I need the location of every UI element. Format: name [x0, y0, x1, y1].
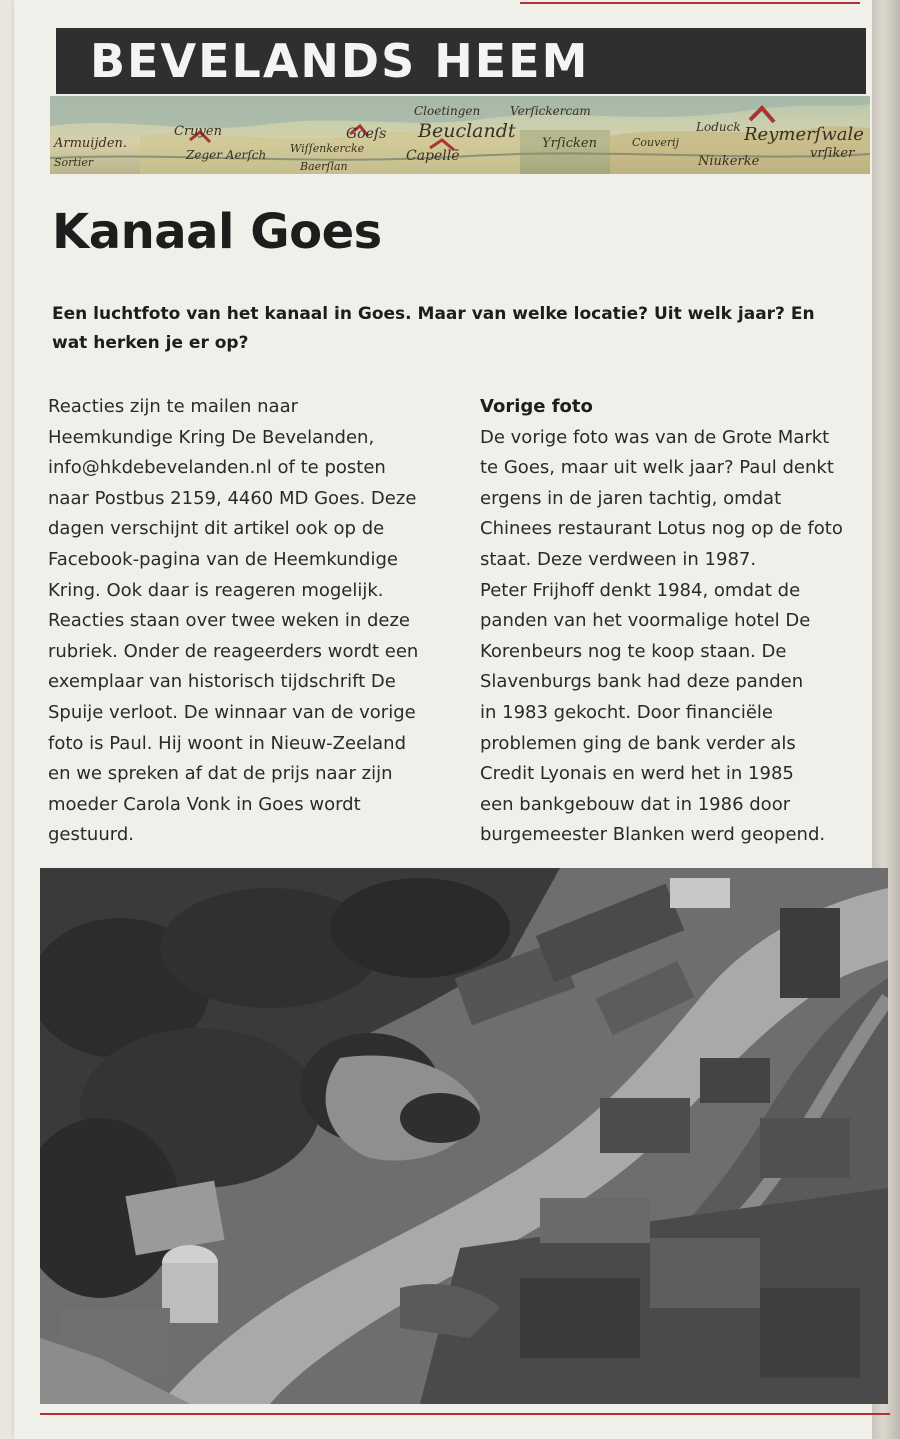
- map-label: Goeſs: [346, 126, 387, 142]
- map-label: Armuijden.: [54, 136, 128, 151]
- body-line: foto is Paul. Hij woont in Nieuw-Zeeland: [48, 732, 407, 754]
- body-line: Reacties staan over twee weken in deze: [48, 610, 411, 632]
- map-label: Sortier: [54, 156, 94, 169]
- body-line: in 1983 gekocht. Door financiële: [480, 701, 774, 723]
- map-label: Loduck: [696, 120, 741, 134]
- map-label: Reymerſwale: [744, 124, 864, 145]
- body-line: en we spreken af dat de prijs naar zijn: [48, 763, 393, 785]
- top-red-rule: [520, 2, 860, 4]
- lede-line: wat herken je er op?: [52, 333, 249, 353]
- body-line: Peter Frijhoff denkt 1984, omdat de: [480, 579, 801, 601]
- map-label: Niukerke: [698, 154, 760, 169]
- map-label: Yrſicken: [542, 136, 597, 151]
- map-label: Couverij: [632, 136, 680, 149]
- body-line: staat. Deze verdween in 1987.: [480, 548, 757, 570]
- aerial-photo-illustration: [40, 868, 888, 1404]
- body-line: De vorige foto was van de Grote Markt: [480, 426, 830, 448]
- section-subhead: Vorige foto: [480, 396, 593, 417]
- email-address-line: info@hkdebevelanden.nl of te posten: [48, 457, 386, 479]
- body-line: een bankgebouw dat in 1986 door: [480, 793, 791, 815]
- masthead-title: BEVELANDS HEEM: [90, 34, 590, 88]
- body-line: te Goes, maar uit welk jaar? Paul denkt: [480, 457, 834, 479]
- article-headline: Kanaal Goes: [52, 204, 382, 260]
- map-label: Baerſlan: [300, 160, 348, 173]
- body-line: dagen verschijnt dit artikel ook op de: [48, 518, 385, 540]
- body-line: Heemkundige Kring De Bevelanden,: [48, 426, 375, 448]
- body-line: Reacties zijn te mailen naar: [48, 396, 299, 417]
- body-line: ergens in de jaren tachtig, omdat: [480, 487, 782, 509]
- body-line: rubriek. Onder de reageerders wordt een: [48, 640, 419, 662]
- masthead-banner: [56, 28, 866, 94]
- body-line: Slavenburgs bank had deze panden: [480, 671, 804, 693]
- body-line: Chinees restaurant Lotus nog op de foto: [480, 518, 843, 540]
- map-label: vrſiker: [810, 146, 855, 161]
- map-label: Cloetingen: [414, 104, 481, 118]
- aerial-photo: [40, 868, 888, 1404]
- body-line: exemplaar van historisch tijdschrift De: [48, 671, 396, 693]
- map-label: Capellē: [406, 148, 460, 164]
- body-line: naar Postbus 2159, 4460 MD Goes. Deze: [48, 487, 417, 509]
- map-label: Beuclandt: [418, 120, 516, 142]
- body-line: Facebook-pagina van de Heemkundige: [48, 548, 398, 570]
- map-label: Wiſſenkercke: [290, 142, 365, 155]
- body-line: Kring. Ook daar is reageren mogelijk.: [48, 579, 384, 601]
- body-line: Korenbeurs nog te koop staan. De: [480, 640, 787, 662]
- bottom-red-rule: [40, 1413, 890, 1415]
- historic-map-strip: [50, 96, 870, 174]
- body-line: Credit Lyonais en werd het in 1985: [480, 763, 794, 785]
- body-line: gestuurd.: [48, 824, 134, 846]
- left-column: [48, 392, 453, 851]
- body-line: problemen ging de bank verder als: [480, 732, 796, 754]
- body-line: burgemeester Blanken werd geopend.: [480, 824, 826, 846]
- body-line: panden van het voormalige hotel De: [480, 610, 811, 632]
- map-label: Verſickercam: [510, 104, 591, 118]
- lede-line: Een luchtfoto van het kanaal in Goes. Maar van welke locatie? Uit welk jaar? En: [52, 304, 815, 324]
- article-lede: [52, 300, 862, 358]
- body-line: Spuije verloot. De winnaar van de vorige: [48, 701, 416, 723]
- map-label: Zeger Aerſch: [186, 148, 267, 162]
- body-line: moeder Carola Vonk in Goes wordt: [48, 793, 361, 815]
- map-label: Cruyen: [174, 124, 222, 139]
- right-column: [480, 392, 875, 851]
